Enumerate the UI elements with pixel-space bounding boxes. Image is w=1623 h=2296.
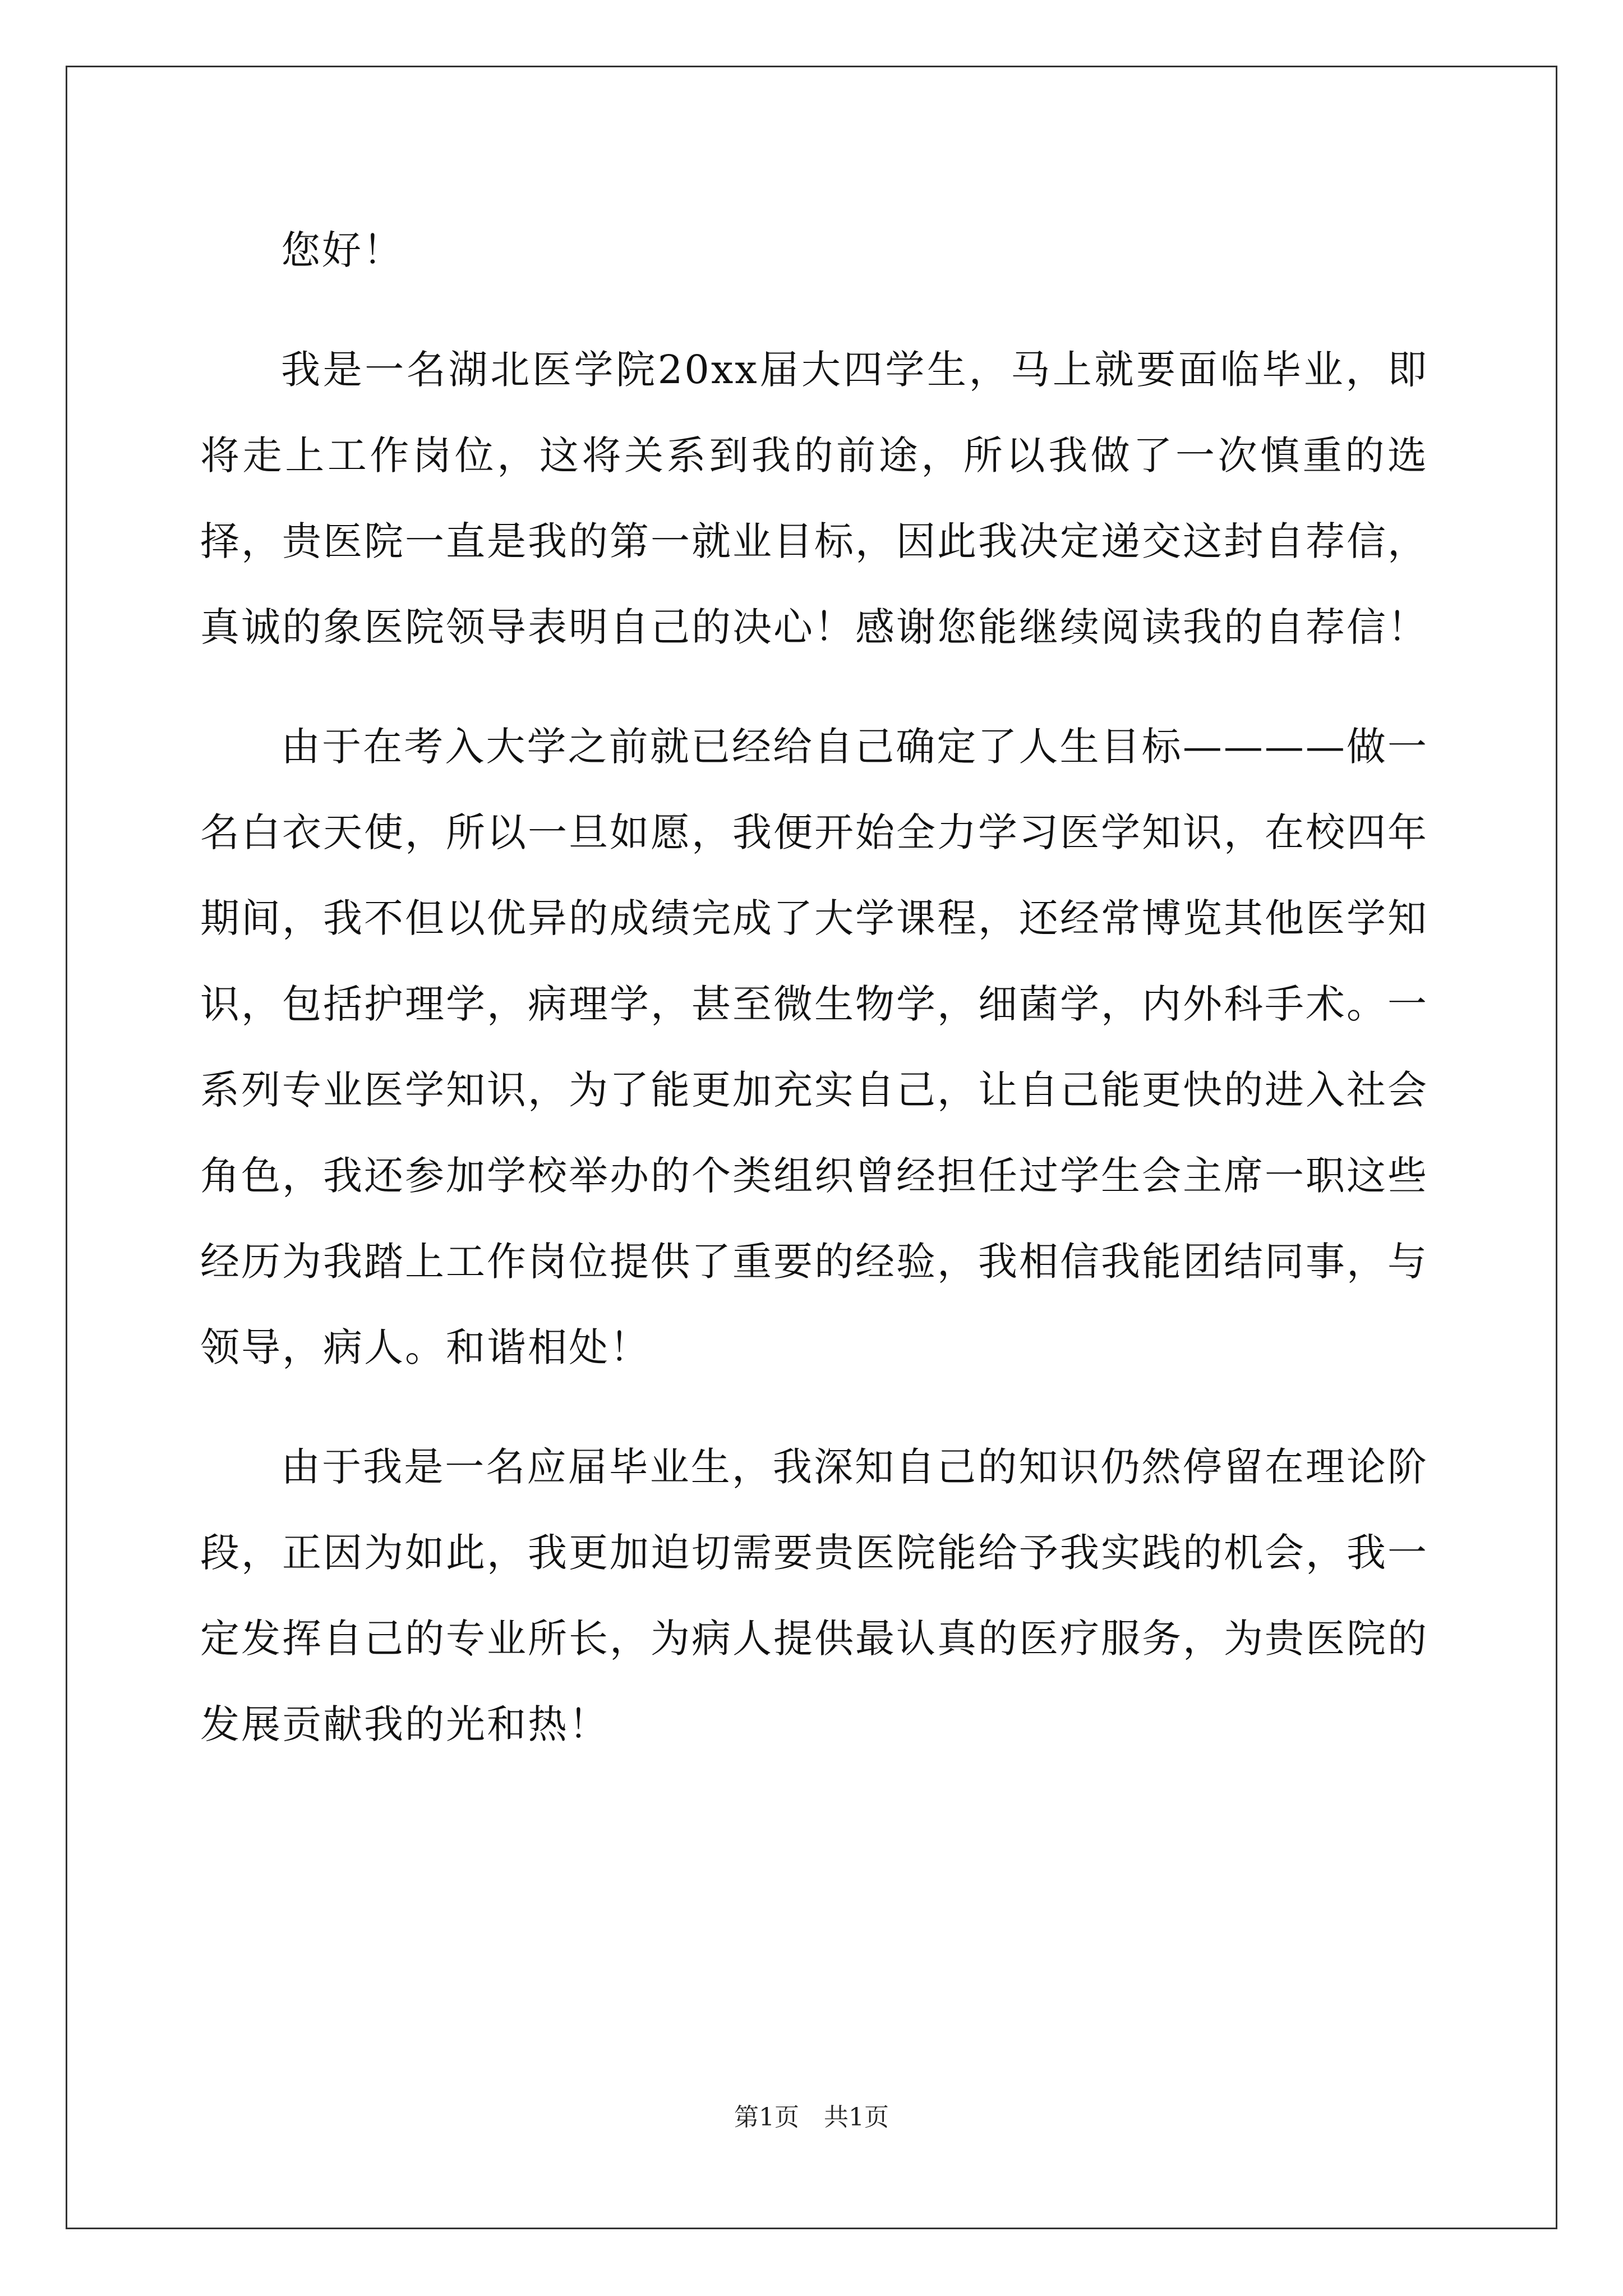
greeting: 您好！ [281, 227, 404, 273]
paragraph-2: 由于在考入大学之前就已经给自己确定了人生目标————做一名白衣天使，所以一旦如愿，我便开始全力学习医学知识，在校四年期间，我不但以优异的成绩完成了大学课程，还经常博览其他医学知识，包括护理学，病理学，甚至微生物学，细菌学，内外科手术。一系列专业医学知识，为了能更加充实自己，让自己能更快的进入社会角色，我还参加学校举办的个类组织曾经担任过学生会主席一职这些经历为我踏上工作岗位提供了重要的经验，我相信我能团结同事，与领导，病人。和谐相处！ [200, 724, 1428, 1370]
paragraph-1: 我是一名湖北医学院20xx届大四学生，马上就要面临毕业，即将走上工作岗位，这将关系到我的前途，所以我做了一次慎重的选择，贵医院一直是我的第一就业目标，因此我决定递交这封自荐信，真诚的象医院领导表明自己的决心！感谢您能继续阅读我的自荐信！ [200, 347, 1428, 650]
page-footer: 第1页 共1页 [734, 2103, 889, 2132]
letter-body [200, 208, 1428, 1768]
paragraph-3: 由于我是一名应届毕业生，我深知自己的知识仍然停留在理论阶段，正因为如此，我更加迫切需要贵医院能给予我实践的机会，我一定发挥自己的专业所长，为病人提供最认真的医疗服务，为贵医院的发展贡献我的光和热！ [200, 1444, 1428, 1747]
